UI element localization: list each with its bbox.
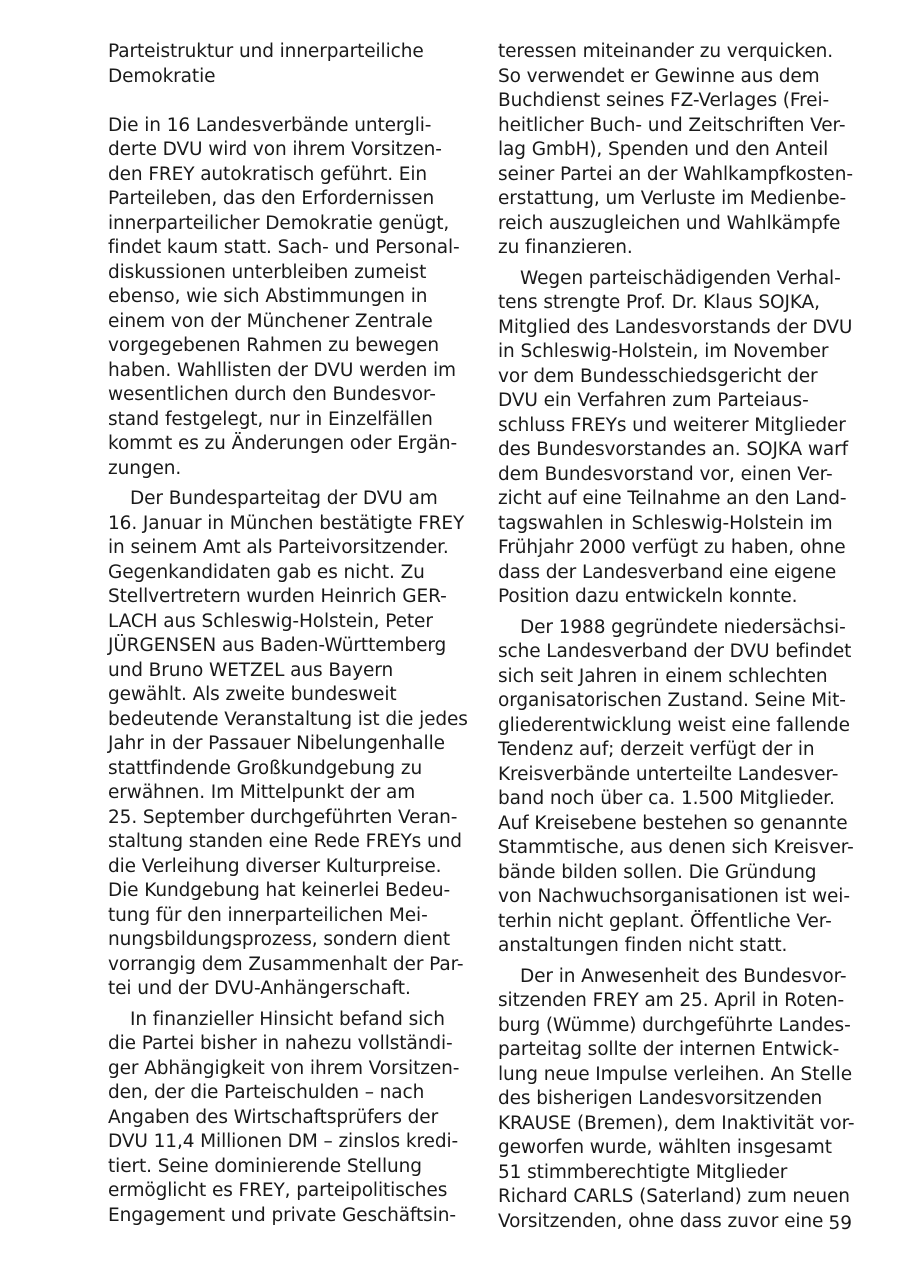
text-line: ermöglicht es FREY, parteipolitisches: [108, 1180, 448, 1201]
text-line: zicht auf eine Teilnahme an den Land-: [498, 488, 847, 509]
text-line: in Schleswig-Holstein, im November: [498, 341, 829, 362]
paragraph: [498, 616, 860, 959]
text-line: KRAUSE (Bremen), dem Inaktivität vor-: [498, 1112, 855, 1134]
text-line: bedeutende Veranstaltung ist die jedes: [108, 708, 468, 730]
text-line: Buchdienst seines FZ-Verlages (Frei-: [498, 90, 830, 111]
text-line: Jahr in der Passauer Nibelungenhalle: [108, 733, 445, 754]
right-paragraphs: [498, 40, 860, 1234]
text-line: stattfindende Großkundgebung zu: [108, 757, 423, 779]
text-line: und Bruno WETZEL aus Bayern: [108, 659, 394, 681]
left-column: [108, 40, 468, 1228]
page-number: 59: [828, 1213, 852, 1234]
text-line: Mitglied des Landesvorstands der DVU: [498, 316, 853, 338]
text-line: heitlicher Buch- und Zeitschriften Ver-: [498, 114, 846, 136]
text-line: Die in 16 Landesverbände untergli-: [108, 114, 432, 136]
right-column: [498, 40, 860, 1234]
text-line: staltung standen eine Rede FREYs und: [108, 831, 462, 852]
text-line: nungsbildungsprozess, sondern dient: [108, 929, 450, 950]
text-line: sitzenden FREY am 25. April in Roten-: [498, 990, 845, 1011]
text-line: tei und der DVU-Anhängerschaft.: [108, 978, 411, 999]
text-line: Richard CARLS (Saterland) zum neuen: [498, 1186, 850, 1207]
text-line: geworfen wurde, wählten insgesamt: [498, 1137, 832, 1158]
text-line: gliederentwicklung weist eine fallende: [498, 714, 850, 736]
text-line: diskussionen unterbleiben zumeist: [108, 261, 427, 283]
text-line: erstattung, um Verluste im Medienbe-: [498, 188, 847, 209]
text-line: Kreisverbände unterteilte Landesver-: [498, 763, 839, 785]
text-line: zu finanzieren.: [498, 237, 633, 258]
text-line: Stellvertretern wurden Heinrich GER-: [108, 586, 447, 607]
text-line: Auf Kreisebene bestehen so genannte: [498, 812, 848, 834]
text-line: die Verleihung diverser Kulturpreise.: [108, 855, 442, 877]
text-line: sche Landesverband der DVU befindet: [498, 641, 852, 662]
text-line: parteitag sollte der internen Entwick-: [498, 1039, 840, 1060]
text-line: wesentlichen durch den Bundesvor-: [108, 384, 436, 405]
text-line: Wegen parteischädigenden Verhal-: [520, 267, 841, 289]
text-line: 16. Januar in München bestätigte FREY: [108, 512, 465, 534]
text-line: band noch über ca. 1.500 Mitglieder.: [498, 788, 835, 809]
text-line: Gegenkandidaten gab es nicht. Zu: [108, 561, 425, 583]
text-line: stand festgelegt, nur in Einzelfällen: [108, 408, 433, 430]
text-line: sich seit Jahren in einem schlechten: [498, 665, 828, 687]
paragraph: [498, 267, 860, 610]
text-line: bände bilden sollen. Die Gründung: [498, 861, 817, 883]
paragraph: [108, 1008, 468, 1229]
text-line: Parteistruktur und innerparteiliche: [108, 41, 424, 62]
paragraph: [108, 487, 468, 1002]
paragraph: [108, 114, 468, 482]
text-line: einem von der Münchener Zentrale: [108, 310, 433, 332]
text-line: Angaben des Wirtschaftsprüfers der: [108, 1106, 439, 1128]
text-line: tiert. Seine dominierende Stellung: [108, 1155, 422, 1177]
text-line: von Nachwuchsorganisationen ist wei-: [498, 886, 850, 907]
text-line: in seinem Amt als Parteivorsitzender.: [108, 537, 449, 558]
text-line: erwähnen. Im Mittelpunkt der am: [108, 782, 416, 803]
text-line: Tendenz auf; derzeit verfügt der in: [498, 739, 815, 760]
text-line: vorrangig dem Zusammenhalt der Par-: [108, 953, 464, 975]
text-line: Parteileben, das den Erfordernissen: [108, 188, 435, 209]
text-line: vorgegebenen Rahmen zu bewegen: [108, 335, 439, 356]
section-heading: [108, 40, 468, 89]
text-line: 51 stimmberechtigte Mitglieder: [498, 1161, 788, 1183]
text-line: 25. September durchgeführten Veran-: [108, 806, 458, 828]
text-line: tagswahlen in Schleswig-Holstein im: [498, 512, 833, 534]
text-line: tens strengte Prof. Dr. Klaus SOJKA,: [498, 292, 820, 313]
text-line: dem Bundesvorstand vor, einen Ver-: [498, 463, 833, 485]
text-line: schluss FREYs und weiterer Mitglieder: [498, 414, 846, 436]
text-line: Frühjahr 2000 verfügt zu haben, ohne: [498, 537, 846, 558]
text-line: LACH aus Schleswig-Holstein, Peter: [108, 610, 433, 632]
text-line: terhin nicht geplant. Öffentliche Ver-: [498, 910, 832, 932]
text-line: den FREY autokratisch geführt. Ein: [108, 163, 428, 185]
text-line: derte DVU wird von ihrem Vorsitzen-: [108, 139, 442, 160]
text-line: teressen miteinander zu verquicken.: [498, 41, 834, 62]
text-line: ger Abhängigkeit von ihrem Vorsitzen-: [108, 1057, 460, 1079]
text-line: burg (Wümme) durchgeführte Landes-: [498, 1014, 851, 1036]
text-line: reich auszugleichen und Wahlkämpfe: [498, 212, 841, 234]
text-line: des bisherigen Landesvorsitzenden: [498, 1088, 823, 1109]
text-line: seiner Partei an der Wahlkampfkosten-: [498, 163, 853, 185]
text-line: anstaltungen finden nicht statt.: [498, 935, 788, 956]
text-line: lung neue Impulse verleihen. An Stelle: [498, 1063, 852, 1085]
text-line: zungen.: [108, 457, 182, 479]
left-paragraphs: [108, 114, 468, 1229]
paragraph: [498, 965, 860, 1235]
text-line: dass der Landesverband eine eigene: [498, 561, 837, 583]
text-line: innerparteilicher Demokratie genügt,: [108, 212, 450, 234]
text-line: Vorsitzenden, ohne dass zuvor eine: [498, 1210, 824, 1232]
text-line: DVU 11,4 Millionen DM – zinslos kredi-: [108, 1131, 459, 1152]
text-line: Engagement und private Geschäftsin-: [108, 1204, 456, 1226]
text-line: DVU ein Verfahren zum Parteiaus-: [498, 390, 809, 411]
text-line: gewählt. Als zweite bundesweit: [108, 684, 397, 705]
text-line: JÜRGENSEN aus Baden-Württemberg: [108, 635, 447, 656]
text-line: Stammtische, aus denen sich Kreisver-: [498, 837, 854, 858]
text-line: Demokratie: [108, 65, 216, 87]
text-line: Der 1988 gegründete niedersächsi-: [520, 616, 846, 638]
text-line: organisatorischen Zustand. Seine Mit-: [498, 690, 846, 711]
paragraph: [498, 40, 860, 261]
text-line: In finanzieller Hinsicht befand sich: [130, 1008, 445, 1030]
text-line: vor dem Bundesschiedsgericht der: [498, 365, 818, 387]
text-line: findet kaum statt. Sach- und Personal-: [108, 237, 460, 258]
text-line: Die Kundgebung hat keinerlei Bedeu-: [108, 880, 451, 901]
text-line: Position dazu entwickeln konnte.: [498, 586, 798, 607]
text-line: ebenso, wie sich Abstimmungen in: [108, 286, 428, 307]
text-line: lag GmbH), Spenden und den Anteil: [498, 139, 829, 160]
text-line: Der in Anwesenheit des Bundesvor-: [520, 965, 847, 987]
text-line: haben. Wahllisten der DVU werden im: [108, 359, 456, 381]
text-line: tung für den innerparteilichen Mei-: [108, 904, 428, 926]
text-line: So verwendet er Gewinne aus dem: [498, 65, 820, 87]
text-line: den, der die Parteischulden – nach: [108, 1082, 425, 1103]
text-line: des Bundesvorstandes an. SOJKA warf: [498, 439, 849, 460]
text-line: die Partei bisher in nahezu vollständi-: [108, 1033, 453, 1054]
text-line: kommt es zu Änderungen oder Ergän-: [108, 433, 458, 454]
text-line: Der Bundesparteitag der DVU am: [130, 488, 438, 509]
